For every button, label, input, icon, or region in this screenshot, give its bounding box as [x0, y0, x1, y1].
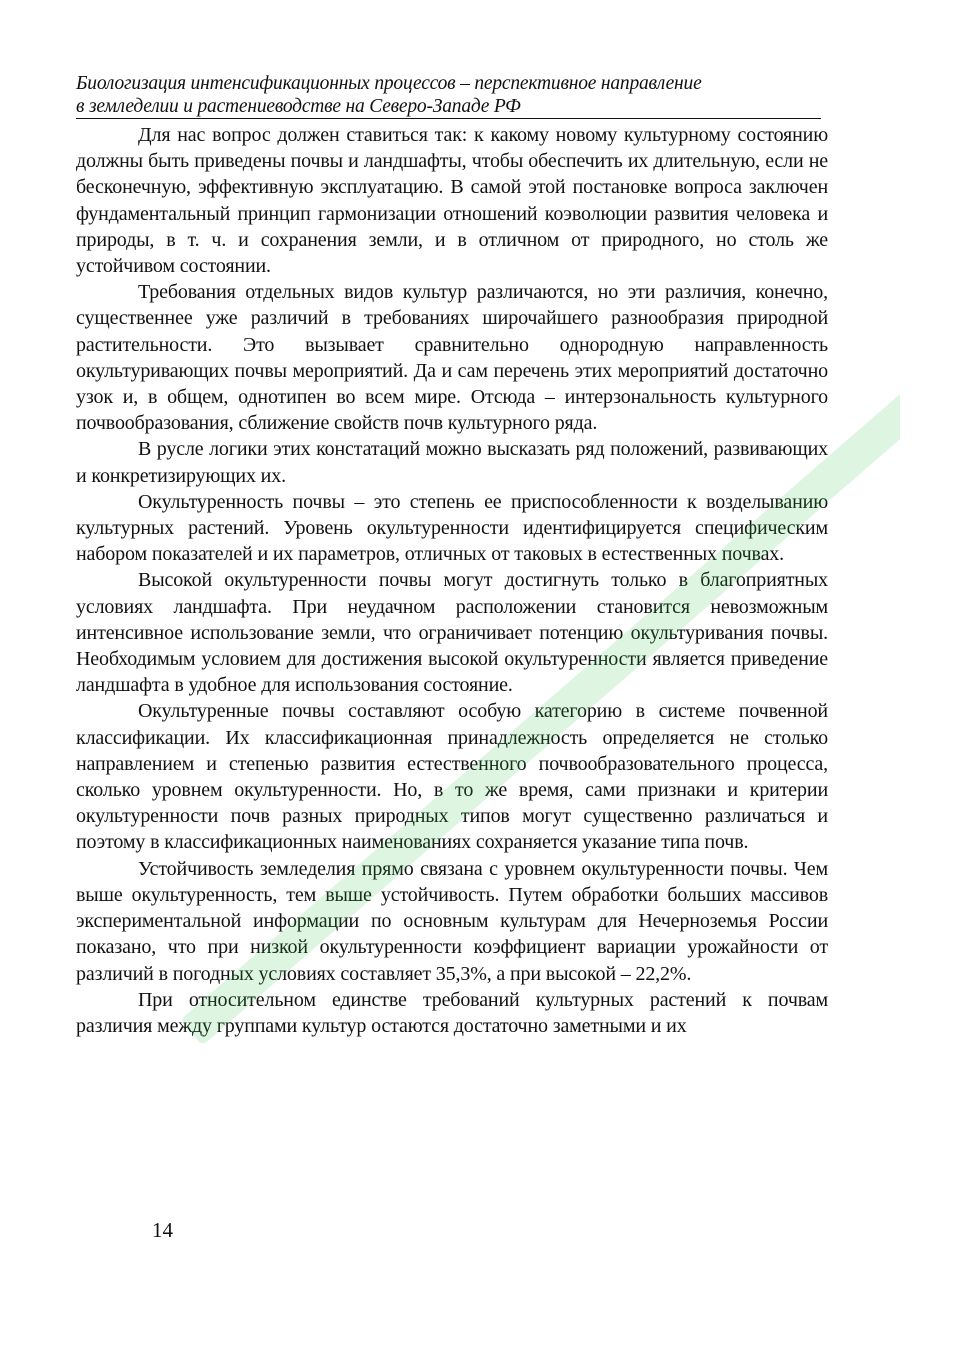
body-text: [76, 122, 828, 1039]
paragraph: В русле логики этих констатаций можно высказать ряд положений, развивающих и конкретизирующих их.: [76, 438, 828, 487]
page-number: 14: [152, 1218, 173, 1242]
header-line-1: Биологизация интенсификационных процессов – перспективное направление: [76, 73, 702, 94]
paragraph: Окультуренные почвы составляют особую категорию в системе почвенной классификации. Их классификационная принадлежность определяется не столько направлением и степенью развития естественного почвообразовательного процесса, сколько уровнем окультуренности. Но, в то же время, сами признаки и критерии окультуренности почв разных природных типов могут существенно различаться и поэтому в классификационных наименованиях сохраняется указание типа почв.: [76, 700, 828, 854]
header-line-2: в земледелии и растениеводстве на Северо-Западе РФ: [76, 95, 821, 119]
paragraph: Требования отдельных видов культур различаются, но эти различия, конечно, существеннее уже различий в требованиях широчайшего разнообразия природной растительности. Это вызывает сравнительно однородную направленность окультуривающих почвы мероприятий. Да и сам перечень этих мероприятий достаточно узок и, в общем, однотипен во всем мире. Отсюда – интерзональность культурного почвообразования, сближение свойств почв культурного ряда.: [76, 281, 828, 435]
paragraph: Высокой окультуренности почвы могут достигнуть только в благоприятных условиях ландшафта. При неудачном расположении становится невозможным интенсивное использование земли, что ограничивает потенцию окультуривания почвы. Необходимым условием для достижения высокой окультуренности является приведение ландшафта в удобное для использования состояние.: [76, 569, 828, 697]
paragraph: Для нас вопрос должен ставиться так: к какому новому культурному состоянию должны быть приведены почвы и ландшафты, чтобы обеспечить их длительную, если не бесконечную, эффективную эксплуатацию. В самой этой постановке вопроса заключен фундаментальный принцип гармонизации отношений коэволюции развития человека и природы, в т. ч. и сохранения земли, и в отличном от природного, но столь же устойчивом состоянии.: [76, 124, 828, 278]
paragraph: При относительном единстве требований культурных растений к почвам различия между группами культур остаются достаточно заметными и их: [76, 988, 828, 1037]
paragraph: Окультуренность почвы – это степень ее приспособленности к возделыванию культурных растений. Уровень окультуренности идентифицируется специфическим набором показателей и их параметров, отличных от таковых в естественных почвах.: [76, 490, 828, 566]
running-header: [76, 72, 836, 119]
paragraph: Устойчивость земледелия прямо связана с уровнем окультуренности почвы. Чем выше окультуренность, тем выше устойчивость. Путем обработки больших массивов экспериментальной информации по основным культурам для Нечерноземья России показано, что при низкой окультуренности коэффициент вариации урожайности от различий в погодных условиях составляет 35,3%, а при высокой – 22,2%.: [76, 857, 828, 985]
